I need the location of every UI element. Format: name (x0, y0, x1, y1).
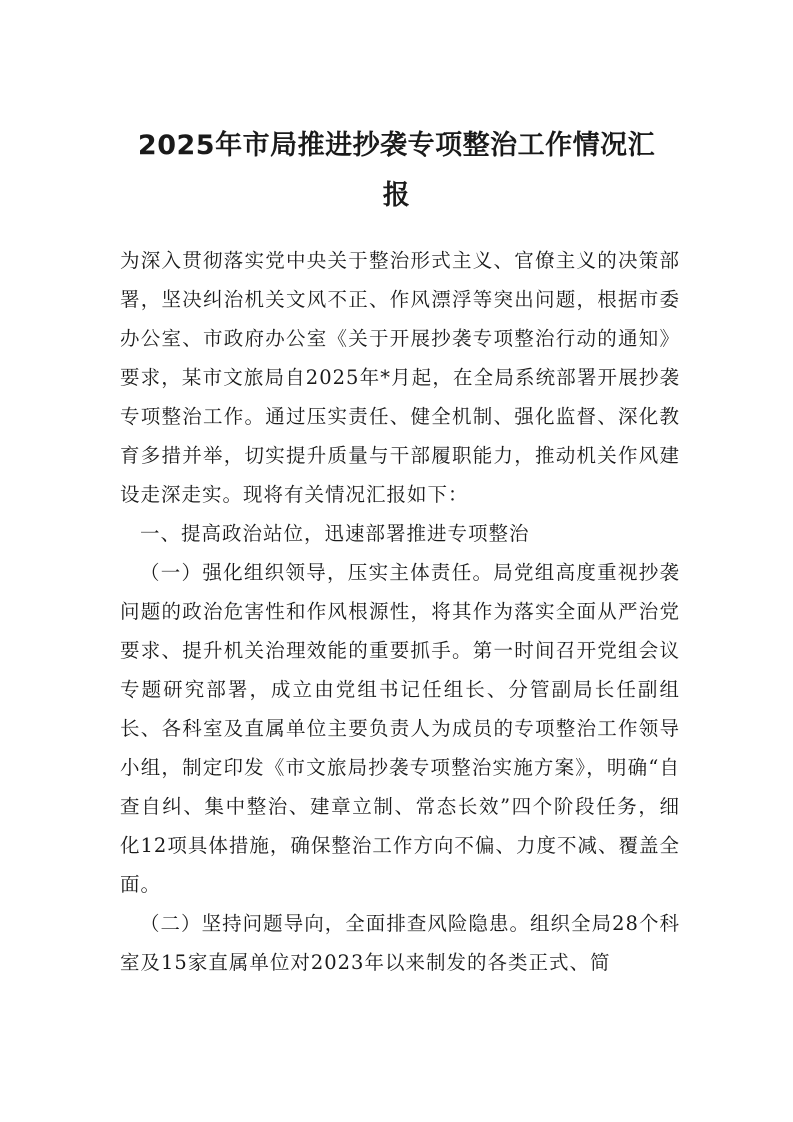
intro-paragraph: 为深入贯彻落实党中央关于整治形式主义、官僚主义的决策部署，坚决纠治机关文风不正、作风漂浮等突出问题，根据市委办公室、市政府办公室《关于开展抄袭专项整治行动的通知》要求，某市文旅局自2025年*月起，在全局系统部署开展抄袭专项整治工作。通过压实责任、健全机制、强化监督、深化教育多措并举，切实提升质量与干部履职能力，推动机关作风建设走深走实。现将有关情况汇报如下： (120, 249, 680, 506)
paragraph-1: （一）强化组织领导，压实主体责任。局党组高度重视抄袭问题的政治危害性和作风根源性，将其作为落实全面从严治党要求、提升机关治理效能的重要抓手。第一时间召开党组会议专题研究部署，成立由党组书记任组长、分管副局长任副组长、各科室及直属单位主要负责人为成员的专项整治工作领导小组，制定印发《市文旅局抄袭专项整治实施方案》，明确“自查自纠、集中整治、建章立制、常态长效”四个阶段任务，细化12项具体措施，确保整治工作方向不偏、力度不减、覆盖全面。 (120, 561, 680, 896)
title-line-2: 报 (382, 180, 411, 211)
paragraph-2: （二）坚持问题导向，全面排查风险隐患。组织全局28个科室及15家直属单位对2023年以来制发的各类正式、简 (120, 912, 680, 974)
title-line-1: 2025年市局推进抄袭专项整治工作情况汇 (137, 130, 656, 161)
document-body (120, 241, 680, 982)
section-heading-1: 一、提高政治站位，迅速部署推进专项整治 (140, 522, 530, 545)
document-title (118, 121, 675, 221)
